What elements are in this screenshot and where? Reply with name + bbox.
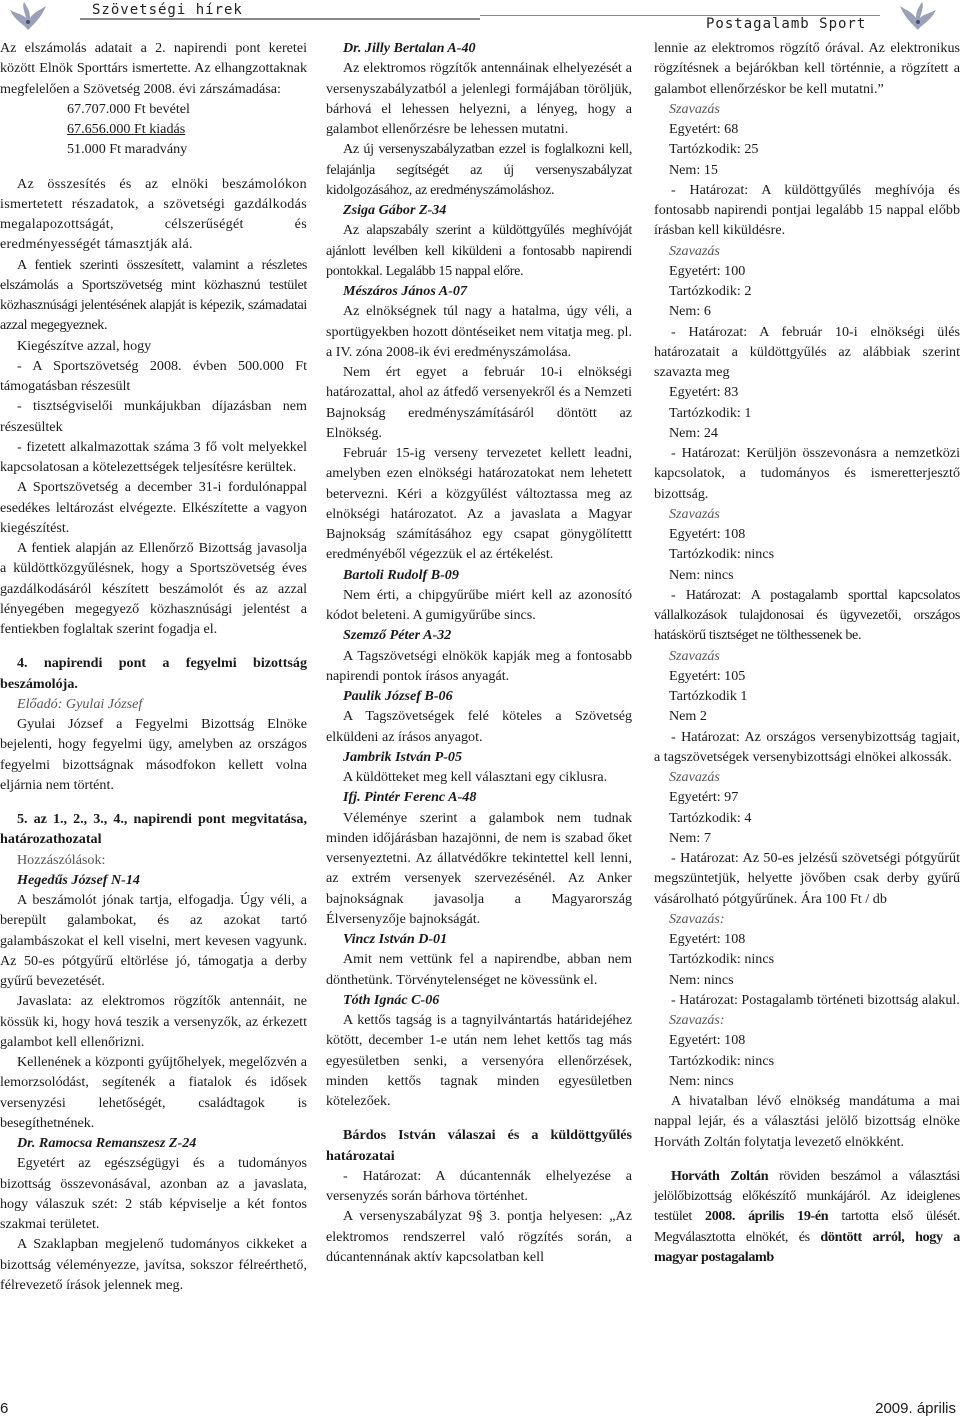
paragraph: Az új versenyszabályzatban ezzel is foglalkozni kell, felajánlja segítségét az új versenyszabályzat kidolgozásához, az eredményszámoláshoz. xyxy=(326,141,632,198)
vote-label: Szavazás xyxy=(669,769,720,785)
vote-label: Szavazás: xyxy=(669,910,725,927)
vote-no: Nem: nincs xyxy=(669,971,734,988)
page-number: 6 xyxy=(0,1400,9,1417)
speaker-name: Tóth Ignác C-06 xyxy=(343,991,440,1008)
paragraph: Az alapszabály szerint a küldöttgyűlés meghívóját ajánlott levélben kell kiküldeni a fontosabb napirendi pontokkal. Legalább 15 nappal előre. xyxy=(326,222,632,279)
paragraph xyxy=(654,1166,960,1267)
column-2 xyxy=(326,38,632,1267)
contributions-label: Hozzászólások: xyxy=(17,851,106,868)
speaker-name: Szemző Péter A-32 xyxy=(343,627,452,644)
text-run-bold: döntött arról, hogy a magyar postagalamb xyxy=(654,1228,960,1265)
vote-no: Nem: 24 xyxy=(669,424,718,441)
paragraph: A Tagszövetségek felé köteles a Szövetség elküldeni az írásos anyagot. xyxy=(326,708,632,745)
finance-expense-value: 67.656.000 Ft kiadás xyxy=(67,121,186,137)
vote-yes: Egyetért: 83 xyxy=(669,384,739,401)
paragraph: Javaslata: az elektromos rögzítők antennáit, ne kössük ki, hogy hová teszik a versenyzők, az érkezett galambot kell ellenőrizni. xyxy=(0,993,307,1050)
paragraph: - fizetett alkalmazottak száma 3 fő volt melyekkel kapcsolatosan a kötelezettségek teljesítésre kerültek. xyxy=(0,438,307,475)
paragraph: Kiegészítve azzal, hogy xyxy=(17,337,152,354)
vote-label: Szavazás: xyxy=(669,1012,725,1028)
vote-no: Nem: 6 xyxy=(669,303,711,320)
finance-income: 67.707.000 Ft bevétel xyxy=(67,100,190,117)
magazine-title: Postagalamb Sport xyxy=(706,16,867,32)
paragraph: Amit nem vettünk fel a napirendbe, abban nem dönthetünk. Törvénytelenséget ne kövessünk el. xyxy=(326,951,632,988)
vote-no: Nem: nincs xyxy=(669,1072,734,1089)
resolution: - Határozat: Postagalamb történeti bizottság alakul. xyxy=(671,991,960,1008)
vote-yes: Egyetért: 108 xyxy=(669,526,746,542)
paragraph: A kettős tagság is a tagnyilvántartás határidejéhez kötött, december 1-e után nem lehet kettős tag más egyesületben senki, a versenyóra ellenőrzések, minden kettős tagnak minden egyesületben kötelezőek. xyxy=(326,1012,632,1109)
pigeon-logo-icon xyxy=(896,0,940,34)
resolution: - Határozat: Kerüljön összevonásra a nemzetközi kapcsolatok, a tudományos és ismeretterjesztő bizottság. xyxy=(654,445,960,502)
speaker-name: Vincz István D-01 xyxy=(343,931,448,947)
paragraph: - Határozat: A dúcantennák elhelyezése a versenyzés során bárhova történhet. xyxy=(326,1167,632,1204)
vote-yes: Egyetért: 108 xyxy=(669,931,746,947)
speaker-name: Hegedűs József N-14 xyxy=(17,871,140,888)
paragraph: Nem ért egyet a február 10-i elnökségi határozattal, ahol az átfedő versenyekről és a Nemzeti Bajnokság eredményszámításáról döntött az Elnökség. xyxy=(326,364,632,441)
person-name: Horváth Zoltán xyxy=(671,1167,769,1184)
text-run: tartotta első ülését. Megválasztotta elnökét, és xyxy=(654,1208,960,1245)
resolution: - Határozat: Az országos versenybizottság tagjait, a tagszövetségek versenybizottsági elnökei alkossák. xyxy=(654,728,960,765)
section-title: Szövetségi hírek xyxy=(92,2,243,18)
speaker-name: Mészáros János A-07 xyxy=(343,283,467,299)
speaker-name: Paulik József B-06 xyxy=(343,688,453,704)
vote-abstain: Tartózkodik: nincs xyxy=(669,546,775,563)
vote-label: Szavazás xyxy=(669,242,720,259)
column-3 xyxy=(654,38,960,1267)
speaker-name: Dr. Ramocsa Remanszesz Z-24 xyxy=(17,1135,197,1151)
resolution: - Határozat: A postagalamb sporttal kapcsolatos vállalkozások tulajdonosai és ügyvezetői, országos hatáskörű tisztséget ne tölthessenek be. xyxy=(654,586,960,644)
section-heading: Bárdos István válaszai és a küldöttgyűlés határozatai xyxy=(326,1127,632,1164)
column-1 xyxy=(0,38,307,1295)
text-run: röviden beszámol a választási jelölőbizottság előkészítő munkájáról. Az ideiglenes testület xyxy=(654,1167,960,1225)
paragraph: A beszámolót jónak tartja, elfogadja. Úgy véli, a berepült galambokat, és az azokat tartó galambászokat el kell viselni, mert kevesen vagyunk. Az 50-es pótgyűrű eltörlése jó, támogatja a derby gyűrű bevezetését. xyxy=(0,892,307,989)
resolution: - Határozat: Az 50-es jelzésű szövetségi pótgyűrűt megszüntetjük, helyette jövőben csak derby gyűrű vásárolható pótgyűrűnek. Ára 100 Ft / db xyxy=(654,850,960,907)
vote-label: Szavazás xyxy=(669,647,720,664)
vote-abstain: Tartózkodik: 4 xyxy=(669,809,752,826)
vote-abstain: Tartózkodik: 25 xyxy=(669,141,759,158)
vote-label: Szavazás xyxy=(669,100,720,117)
issue-date: 2009. április xyxy=(875,1400,956,1417)
paragraph: A küldötteket meg kell választani egy ciklusra. xyxy=(343,769,608,785)
vote-yes: Egyetért: 105 xyxy=(669,667,746,684)
paragraph: A Szaklapban megjelenő tudományos cikkeket a bizottság véleményezze, javítsa, sokszor félreérthető, félrevezető írások jelennek meg. xyxy=(0,1236,307,1293)
paragraph: Az elektromos rögzítők antennáinak elhelyezését a versenyszabályzatból a jelenlegi formájában töröljük, bárhová el lehessen helyezni, a lényeg, hogy a galambot ellenőrzésre be lehessen mutatni. xyxy=(326,60,632,137)
speaker-name: Ifj. Pintér Ferenc A-48 xyxy=(343,789,477,806)
resolution: - Határozat: A február 10-i elnökségi ülés határozatait a küldöttgyűlés az alábbiak szerint szavazta meg xyxy=(654,323,960,380)
paragraph: Az elnökségnek túl nagy a hatalma, úgy véli, a sportügyekben hozott döntéseiket nem vitatja meg. pl. a IV. zóna 2008-ik évi eredményszámolása. xyxy=(326,303,632,360)
date-highlight: 2008. április 19-én xyxy=(705,1208,829,1225)
paragraph: - tisztségviselői munkájukban díjazásban nem részesültek xyxy=(0,398,307,435)
presenter-label: Előadó: Gyulai József xyxy=(17,695,143,712)
speaker-name: Bartoli Rudolf B-09 xyxy=(343,566,459,583)
paragraph: Február 15-ig verseny tervezetet kellett leadni, amelyben ezen elnökségi határozatokat nem lehetett betervezni. Kéri a közgyűlést változtassa meg az elnökségi határozatot. Az a javaslata a Magyar Bajnokság számításához egy csapat gönygölítettt eredményéből végezzük el az értékelést. xyxy=(326,445,632,563)
finance-balance: 51.000 Ft maradvány xyxy=(67,141,188,158)
paragraph: A Sportszövetség a december 31-i fordulónappal esedékes leltározást elvégezte. Elkészítette a vagyon kiegészítést. xyxy=(0,479,307,536)
vote-abstain: Tartózkodik: 1 xyxy=(669,404,752,421)
resolution: - Határozat: A küldöttgyűlés meghívója és fontosabb napirendi pontjai legalább 15 nappal előbb írásban kell kiküldésre. xyxy=(654,181,960,239)
vote-yes: Egyetért: 97 xyxy=(669,789,739,806)
header-rule-left xyxy=(80,18,480,20)
vote-yes: Egyetért: 68 xyxy=(669,121,739,137)
paragraph: Az összesítés és az elnöki beszámolókon ismertetett részadatok, a szövetségi gazdálkodás megalapozottságát, célszerűségét és eredményességét támasztják alá. xyxy=(0,175,307,253)
paragraph: lennie az elektromos rögzítő órával. Az elektronikus rögzítésnek a bejárókban kell történnie, a rögzített a galambot ellenőrzéskor be kell mutatni.” xyxy=(654,40,960,97)
paragraph: A Tagszövetségi elnökök kapják meg a fontosabb napirendi pontok írásos anyagát. xyxy=(326,647,632,684)
agenda-heading: 5. az 1., 2., 3., 4., napirendi pont megvitatása, határozathozatal xyxy=(0,811,307,848)
paragraph: A fentiek szerinti összesített, valamint a részletes elszámolás a Sportszövetség mint közhasznú testület közhasznúsági jelentésének alapját is képezik, számadatai azzal megegyeznek. xyxy=(0,256,307,334)
paragraph: A versenyszabályzat 9§ 3. pontja helyesen: „Az elektromos rendszerrel való rögzítés során, a dúcantennának aktív kapcsolatban kell xyxy=(326,1208,632,1265)
vote-abstain: Tartózkodik: nincs xyxy=(669,1052,775,1069)
speaker-name: Jambrik István P-05 xyxy=(343,748,463,765)
paragraph: Az elszámolás adatait a 2. napirendi pont keretei között Elnök Sporttárs ismertette. Az elhangzottaknak megfelelően a Szövetség 2008. évi zárszámadása: xyxy=(0,40,307,97)
vote-abstain: Tartózkodik: 2 xyxy=(669,283,752,299)
paragraph: A fentiek alapján az Ellenőrző Bizottság javasolja a küldöttközgyűlésnek, hogy a Sportszövetség éves gazdálkodásáról készített beszámolót és az azzal lényegében megegyező közhasznúsági jelentést a fentiekben foglaltak szerint fogadja el. xyxy=(0,540,307,637)
pigeon-logo-icon xyxy=(6,0,50,34)
agenda-heading: 4. napirendi pont a fegyelmi bizottság beszámolója. xyxy=(0,655,307,692)
paragraph: - A Sportszövetség 2008. évben 500.000 Ft támogatásban részesült xyxy=(0,357,307,394)
paragraph: Nem érti, a chipgyűrűbe miért kell az azonosító kódot beleteni. A gumigyűrűbe sincs. xyxy=(326,586,632,623)
vote-abstain: Tartózkodik 1 xyxy=(669,688,748,704)
paragraph: A hivatalban lévő elnökség mandátuma a mai nappal lejár, és a választási jelölő bizottság elnöke Horváth Zoltán folytatja levezető elnökként. xyxy=(654,1093,960,1150)
paragraph: Egyetért az egészségügyi és a tudományos bizottság összevonásával, azonban az a javaslata, hogy válaszuk szét: 2 stáb képviselje a két fontos szakmai területet. xyxy=(0,1155,307,1232)
paragraph: Kellenének a központi gyűjtőhelyek, megelőzvén a lemorzsolódást, segítenék a fiatalok és idősek versenyzési lehetőségét, családtagok is besegíthetnének. xyxy=(0,1054,307,1131)
speaker-name: Dr. Jilly Bertalan A-40 xyxy=(343,40,476,56)
speaker-name: Zsiga Gábor Z-34 xyxy=(343,202,447,218)
paragraph: Gyulai József a Fegyelmi Bizottság Elnöke bejelenti, hogy fegyelmi ügy, amelyben az országos fegyelmi bizottságnak másodfokon kellett volna eljárnia nem történt. xyxy=(0,716,307,793)
finance-expense xyxy=(0,119,307,139)
vote-abstain: Tartózkodik: nincs xyxy=(669,951,775,968)
paragraph: Véleménye szerint a galambok nem tudnak minden időjárásban hazajönni, de nem is szabad őket versenyeztetni. Az állatvédőkre tekintettel kell lenni, az extrém versenyek szervezésénél. Az Anker bajnokságnak javasolja a Magyarország Élversenyzője bajnokságát. xyxy=(326,809,632,927)
page-header xyxy=(0,0,960,36)
vote-yes: Egyetért: 108 xyxy=(669,1032,746,1049)
vote-yes: Egyetért: 100 xyxy=(669,262,746,279)
vote-no: Nem: 15 xyxy=(669,161,718,178)
vote-no: Nem: nincs xyxy=(669,566,734,583)
vote-no: Nem 2 xyxy=(669,708,707,725)
vote-label: Szavazás xyxy=(669,505,720,522)
vote-no: Nem: 7 xyxy=(669,829,711,846)
